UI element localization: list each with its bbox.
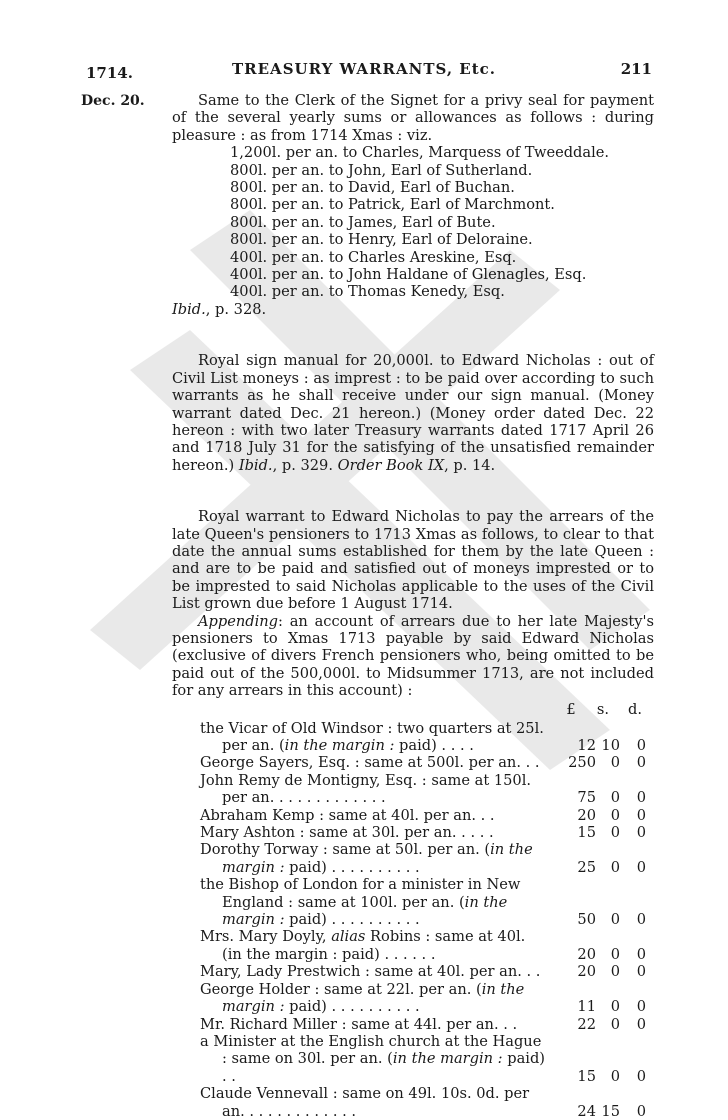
entry-reference <box>172 301 654 318</box>
pounds-value: 12 <box>577 737 596 754</box>
margin-note: in the margin : <box>284 737 395 754</box>
allowance-item: 800l. per an. to John, Earl of Sutherland. <box>230 161 533 179</box>
description-text: the Bishop of London for a minister in New England : same at 100l. per an. ( <box>200 876 521 911</box>
shillings-header: s. <box>596 700 610 718</box>
shillings-value: 0 <box>610 806 620 824</box>
shillings-value: 0 <box>610 858 620 876</box>
amount-cells <box>549 754 654 771</box>
table-row <box>200 876 654 928</box>
table-row <box>200 824 654 841</box>
pence-value: 0 <box>636 754 646 772</box>
description-text: Mr. Richard Miller : same at 44l. per an. . . <box>200 1015 518 1033</box>
description-text: Dorothy Torway : same at 50l. per an. ( <box>200 841 491 859</box>
pounds-value: 11 <box>577 998 596 1016</box>
pensioner-description <box>200 720 549 755</box>
pence-value: 0 <box>636 911 646 929</box>
description-text: Mrs. Mary Doyly, <box>200 928 332 946</box>
table-row <box>200 1016 654 1033</box>
allowance-list <box>172 144 654 301</box>
margin-note: in the margin : <box>392 1050 503 1068</box>
margin-year: 1714. <box>86 64 133 82</box>
description-text: paid) . . <box>222 1050 545 1085</box>
pence-value: 0 <box>636 789 646 807</box>
allowance-item: 400l. per an. to Charles Areskine, Esq. <box>230 248 517 266</box>
ibid-ref: Ibid. <box>238 456 273 474</box>
allowance-item: 1,200l. per an. to Charles, Marquess of Tweeddale. <box>230 144 610 162</box>
running-header: TREASURY WARRANTS, Etc. <box>232 60 496 78</box>
description-text: paid) . . . . . . . . . . <box>284 998 420 1016</box>
pounds-value: 15 <box>577 1067 596 1085</box>
allowance-item: 400l. per an. to John Haldane of Glenagles, Esq. <box>230 266 587 284</box>
page-number: 211 <box>620 60 652 78</box>
description-text: Abraham Kemp : same at 40l. per an. . . <box>200 806 495 824</box>
amount-cells <box>549 1068 654 1085</box>
entry-royal-warrant: Royal warrant to Edward Nicholas to pay the arrears of the late Queen's pensioners to 1713 Xmas as follows, to clear to that date the annual sums established for them by the late Queen : and are to be paid and satisfied out of moneys imprested or to be imprested to said Nicholas applicable to the uses of the Civil List grown due before 1 August 1714. <box>172 508 654 613</box>
shillings-value: 0 <box>610 1067 620 1085</box>
description-text: Mary, Lady Prestwich : same at 40l. per an. . . <box>200 963 541 981</box>
shillings-value: 0 <box>610 998 620 1016</box>
pounds-header: £ <box>566 700 576 718</box>
pence-value: 0 <box>636 824 646 842</box>
appending-label: Appending <box>198 612 279 630</box>
pounds-value: 50 <box>577 911 596 929</box>
margin-date: Dec. 20. <box>81 93 145 109</box>
table-row <box>200 1085 654 1120</box>
table-row <box>200 772 654 807</box>
pence-value: 0 <box>636 998 646 1016</box>
pounds-value: 15 <box>577 824 596 842</box>
pensioner-description <box>200 981 549 1016</box>
pounds-value: 20 <box>577 945 596 963</box>
description-text: Claude Vennevall : same on 49l. 10s. 0d. per an. . . . . . . . . . . . . <box>200 1085 530 1120</box>
pensioner-description <box>200 963 549 980</box>
amount-cells <box>549 946 654 963</box>
shillings-value: 0 <box>610 754 620 772</box>
table-row <box>200 928 654 963</box>
shillings-value: 0 <box>610 911 620 929</box>
pensioner-description <box>200 841 549 876</box>
pensioner-description <box>200 824 549 841</box>
pounds-value: 22 <box>577 1015 596 1033</box>
pensioner-description <box>200 807 549 824</box>
pounds-value: 75 <box>577 789 596 807</box>
pence-value: 0 <box>636 858 646 876</box>
shillings-value: 0 <box>610 824 620 842</box>
amount-cells <box>549 807 654 824</box>
pence-header: d. <box>628 700 642 718</box>
allowance-item: 800l. per an. to James, Earl of Bute. <box>230 213 496 231</box>
entry-appending <box>172 613 654 700</box>
description-text: Robins : same at 40l. (in the margin : paid) . . . . . . <box>222 928 526 963</box>
currency-column-headers <box>200 700 654 720</box>
table-row <box>200 841 654 876</box>
pensioner-description <box>200 928 549 963</box>
margin-note: alias <box>331 928 366 946</box>
shillings-value: 0 <box>610 963 620 981</box>
amount-cells <box>549 1016 654 1033</box>
shillings-value: 0 <box>610 1015 620 1033</box>
allowance-item: 800l. per an. to Henry, Earl of Deloraine. <box>230 231 533 249</box>
pence-value: 0 <box>636 1067 646 1085</box>
pence-value: 0 <box>636 1102 646 1120</box>
amount-cells <box>549 1103 654 1120</box>
shillings-value: 0 <box>610 945 620 963</box>
amount-cells <box>549 859 654 876</box>
pounds-value: 20 <box>577 963 596 981</box>
page-ref: , p. 329. <box>272 456 333 474</box>
table-row <box>200 963 654 980</box>
table-row <box>200 1033 654 1085</box>
amount-cells <box>549 789 654 806</box>
description-text: George Sayers, Esq. : same at 500l. per an. . . <box>200 754 540 772</box>
entry-text: Royal sign manual for 20,000l. to Edward Nicholas : out of Civil List moneys : as imprest : to be paid over according to such warrants as he shall receive under our sign manual. (Money warrant dated Dec. 21 hereon.) (Money order dated Dec. 22 hereon : with two later Treasury warrants dated 1717 April 26 and 1718 July 31 for the satisfying of the unsatisfied remainder hereon.) <box>172 352 654 474</box>
pensioner-description <box>200 1016 549 1033</box>
table-row <box>200 754 654 771</box>
pensioner-description <box>200 754 549 771</box>
pence-value: 0 <box>636 963 646 981</box>
pensioner-description <box>200 1033 549 1085</box>
allowance-item: 800l. per an. to David, Earl of Buchan. <box>230 179 515 197</box>
pounds-value: 25 <box>577 858 596 876</box>
margin-note: in the margin : <box>222 980 525 1016</box>
margin-note: in the margin : <box>222 841 533 876</box>
description-text: paid) . . . . <box>394 737 474 754</box>
pensioner-description <box>200 1085 549 1120</box>
description-text: paid) . . . . . . . . . . <box>284 911 420 929</box>
pensioner-description <box>200 876 549 928</box>
pence-value: 0 <box>636 737 646 754</box>
description-text: George Holder : same at 22l. per an. ( <box>200 980 482 998</box>
margin-note: in the margin : <box>222 893 508 929</box>
shillings-value: 0 <box>610 789 620 807</box>
pounds-value: 250 <box>568 754 596 772</box>
description-text: a Minister at the English church at the Hague : same on 30l. per an. ( <box>200 1032 542 1068</box>
amount-cells <box>549 911 654 928</box>
pounds-value: 20 <box>577 806 596 824</box>
description-text: Mary Ashton : same at 30l. per an. . . . . <box>200 824 494 842</box>
entry-sign-manual <box>172 352 654 474</box>
amount-cells <box>549 998 654 1015</box>
amount-cells <box>549 963 654 980</box>
page-ref: , p. 328. <box>205 300 267 318</box>
shillings-value: 15 <box>601 1102 620 1120</box>
table-row <box>200 981 654 1016</box>
pence-value: 0 <box>636 945 646 963</box>
appending-text: : an account of arrears due to her late Majesty's pensioners to Xmas 1713 payable by said Edward Nicholas (exclusive of divers French pensioners who, being omitted to be paid out of the 500,000l. to Midsummer 1713, are not included for any arrears in this account) : <box>172 612 654 700</box>
pensioner-description <box>200 772 549 807</box>
pounds-value: 24 <box>577 1102 596 1120</box>
pence-value: 0 <box>636 806 646 824</box>
order-book-page: , p. 14. <box>444 456 496 474</box>
order-book-ref: Order Book IX <box>337 456 445 474</box>
table-row <box>200 720 654 755</box>
shillings-value: 10 <box>601 737 620 754</box>
pence-value: 0 <box>636 1015 646 1033</box>
ibid-ref: Ibid. <box>172 300 206 318</box>
table-row <box>200 807 654 824</box>
description-text: the Vicar of Old Windsor : two quarters at 25l. per an. ( <box>200 719 544 754</box>
description-text: John Remy de Montigny, Esq. : same at 150l. per an. . . . . . . . . . . . . <box>200 771 532 807</box>
arrears-table <box>200 700 654 1120</box>
amount-cells <box>549 824 654 841</box>
entry-privy-seal: Same to the Clerk of the Signet for a privy seal for payment of the several yearly sums or allowances as follows : during pleasure : as from 1714 Xmas : viz. <box>172 92 654 144</box>
description-text: paid) . . . . . . . . . . <box>284 858 420 876</box>
amount-cells <box>549 737 654 754</box>
document-body <box>172 92 654 1120</box>
allowance-item: 400l. per an. to Thomas Kenedy, Esq. <box>230 283 505 301</box>
allowance-item: 800l. per an. to Patrick, Earl of Marchmont. <box>230 196 555 214</box>
